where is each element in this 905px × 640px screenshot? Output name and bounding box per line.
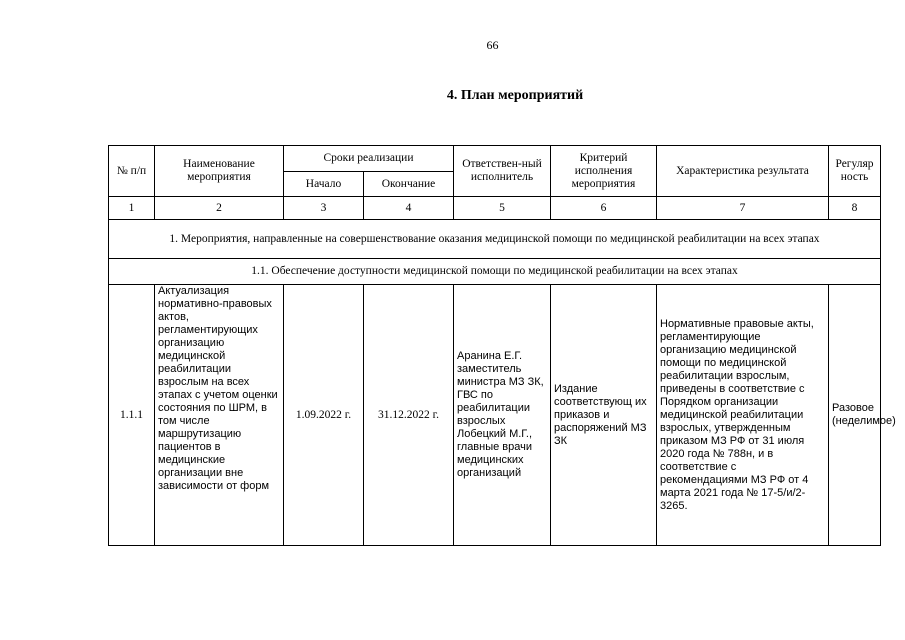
header-name: Наименование мероприятия [155, 146, 284, 197]
table-row [109, 285, 881, 546]
header-responsible: Ответствен-ный исполнитель [454, 146, 551, 197]
subsection-heading: 1.1. Обеспечение доступности медицинской помощи по медицинской реабилитации на всех этапах [109, 259, 881, 285]
row-result: Нормативные правовые акты, регламентирующие организацию медицинской помощи по медицинской реабилитации взрослым, приведены в соответствие с Порядком организации медицинской реабилитации взрослых, утвержденным приказом МЗ РФ от 31 июля 2020 года № 788н, и в соответствие с рекомендациями МЗ РФ от 4 марта 2021 года № 17-5/и/2-3265. [657, 285, 829, 546]
row-end: 31.12.2022 г. [364, 285, 454, 546]
row-num: 1.1.1 [109, 285, 155, 546]
header-num: № п/п [109, 146, 155, 197]
col-number: 4 [364, 197, 454, 220]
header-end: Окончание [364, 172, 454, 197]
col-number: 5 [454, 197, 551, 220]
col-number: 6 [551, 197, 657, 220]
section-heading: 1. Мероприятия, направленные на совершенствование оказания медицинской помощи по медицинской реабилитации на всех этапах [109, 220, 881, 259]
page-title: 4. План мероприятий [446, 88, 584, 103]
col-number: 3 [284, 197, 364, 220]
header-criterion: Критерий исполнения мероприятия [551, 146, 657, 197]
row-regularity: Разовое (неделимое) [829, 285, 881, 546]
row-responsible: Аранина Е.Г. заместитель министра МЗ ЗК, ГВС по реабилитации взрослых Лобецкий М.Г., главные врачи медицинских организаций [454, 285, 551, 546]
header-start: Начало [284, 172, 364, 197]
col-number: 7 [657, 197, 829, 220]
col-number: 1 [109, 197, 155, 220]
header-terms: Сроки реализации [284, 146, 454, 172]
col-number: 8 [829, 197, 881, 220]
row-start: 1.09.2022 г. [284, 285, 364, 546]
row-criterion: Издание соответствующ их приказов и распоряжений МЗ ЗК [551, 285, 657, 546]
row-name: Актуализация нормативно-правовых актов, регламентирующих организацию медицинской реабилитации взрослым на всех этапах с учетом оценки состояния по ШРМ, в том числе маршрутизацию пациентов в медицинские организации вне зависимости от форм [155, 285, 284, 546]
header-result: Характеристика результата [657, 146, 829, 197]
header-regularity: Регуляр ность [829, 146, 881, 197]
col-number: 2 [155, 197, 284, 220]
page-number: 66 [486, 38, 499, 52]
plan-table [108, 145, 896, 546]
